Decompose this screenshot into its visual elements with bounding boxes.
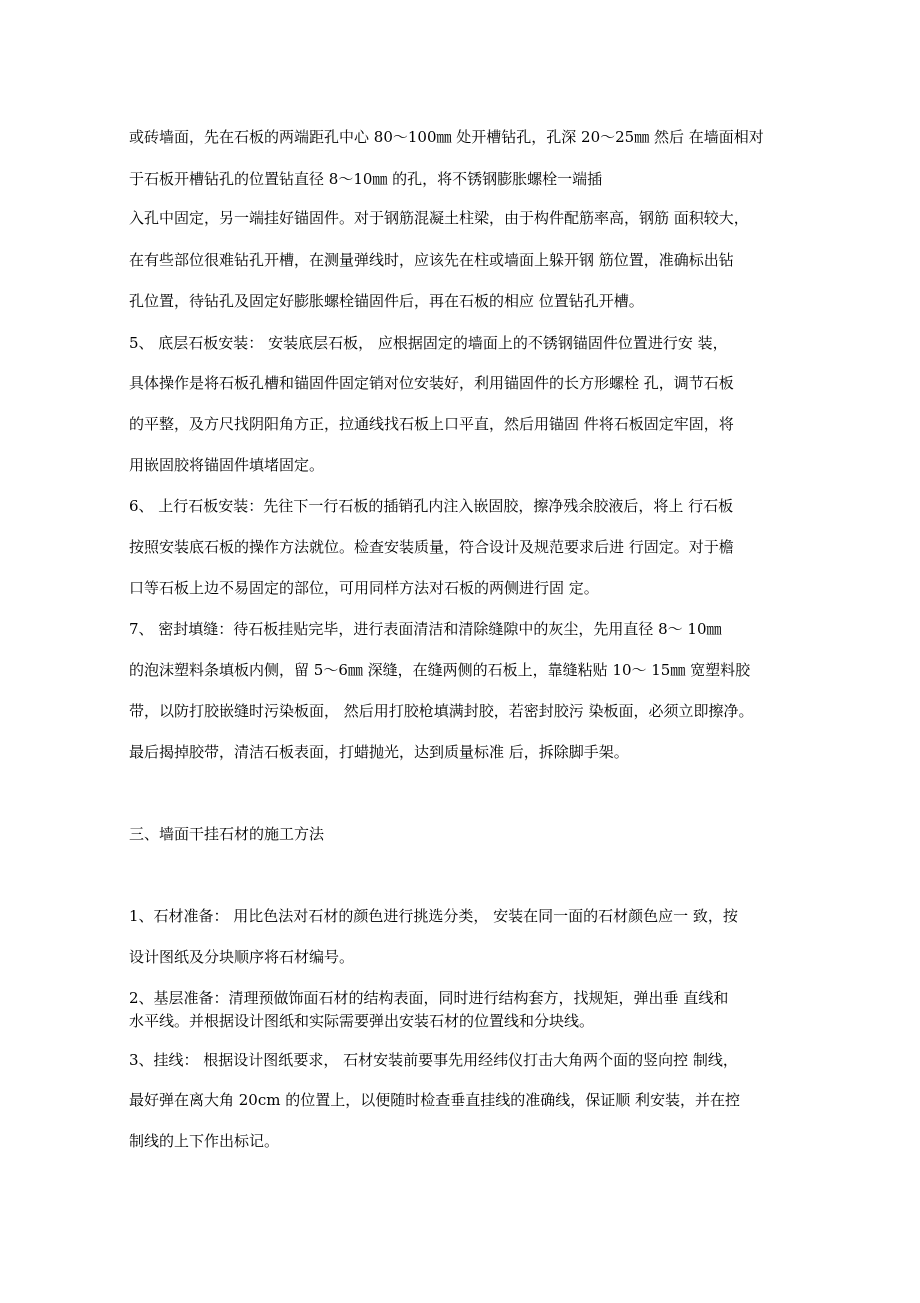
section-7-heading-line: 7、 密封填缝：待石板挂贴完毕，进行表面清洁和清除缝隙中的灰尘，先用直径 8～ 10㎜	[129, 620, 722, 638]
text-line: 最后揭掉胶带，清洁石板表面，打蜡抛光，达到质量标准 后，拆除脚手架。	[129, 743, 629, 761]
section-heading: 三、墙面干挂石材的施工方法	[129, 825, 325, 843]
item-1-line: 1、石材准备： 用比色法对石材的颜色进行挑选分类， 安装在同一面的石材颜色应一 致，按	[129, 907, 738, 925]
text-line: 在有些部位很难钻孔开槽，在测量弹线时，应该先在柱或墙面上躲开钢 筋位置，准确标出钻	[129, 251, 734, 269]
item-3-line: 3、挂线： 根据设计图纸要求， 石材安装前要事先用经纬仪打击大角两个面的竖向控 制线，	[129, 1051, 738, 1069]
text-line: 设计图纸及分块顺序将石材编号。	[129, 948, 355, 966]
text-line: 的泡沫塑料条填板内侧，留 5～6㎜ 深缝，在缝两侧的石板上，靠缝粘贴 10～ 15㎜ 宽塑料胶	[129, 661, 751, 679]
section-6-heading-line: 6、 上行石板安装：先往下一行石板的插销孔内注入嵌固胶，擦净残余胶液后，将上 行石板	[129, 497, 734, 515]
item-2-line: 2、基层准备：清理预做饰面石材的结构表面，同时进行结构套方，找规矩，弹出垂 直线和	[129, 989, 729, 1007]
text-line: 带，以防打胶嵌缝时污染板面， 然后用打胶枪填满封胶，若密封胶污 染板面，必须立即擦净。	[129, 702, 754, 720]
text-line: 的平整，及方尺找阴阳角方正，拉通线找石板上口平直，然后用锚固 件将石板固定牢固，将	[129, 415, 734, 433]
text-line: 制线的上下作出标记。	[129, 1132, 280, 1150]
text-line: 于石板开槽钻孔的位置钻直径 8～10㎜ 的孔，将不锈钢膨胀螺栓一端插	[129, 170, 603, 188]
section-5-heading-line: 5、 底层石板安装： 安装底层石板， 应根据固定的墙面上的不锈钢锚固件位置进行安 装，	[129, 334, 728, 352]
text-line: 按照安装底石板的操作方法就位。检查安装质量，符合设计及规范要求后进 行固定。对于檐	[129, 538, 734, 556]
text-line: 最好弹在离大角 20cm 的位置上，以便随时检查垂直挂线的准确线，保证顺 利安装，并在控	[129, 1091, 741, 1109]
text-line: 具体操作是将石板孔槽和锚固件固定销对位安装好，利用锚固件的长方形螺栓 孔，调节石板	[129, 374, 734, 392]
text-line: 用嵌固胶将锚固件填堵固定。	[129, 456, 325, 474]
text-line: 入孔中固定，另一端挂好锚固件。对于钢筋混凝土柱梁，由于构件配筋率高，钢筋 面积较大，	[129, 209, 749, 227]
text-line: 口等石板上边不易固定的部位，可用同样方法对石板的两侧进行固 定。	[129, 579, 599, 597]
text-line: 或砖墙面，先在石板的两端距孔中心 80～100㎜ 处开槽钻孔，孔深 20～25㎜ 然后 在墙面相对	[129, 128, 764, 146]
text-line: 孔位置，待钻孔及固定好膨胀螺栓锚固件后，再在石板的相应 位置钻孔开槽。	[129, 292, 644, 310]
text-line: 水平线。并根据设计图纸和实际需要弹出安装石材的位置线和分块线。	[129, 1012, 595, 1030]
